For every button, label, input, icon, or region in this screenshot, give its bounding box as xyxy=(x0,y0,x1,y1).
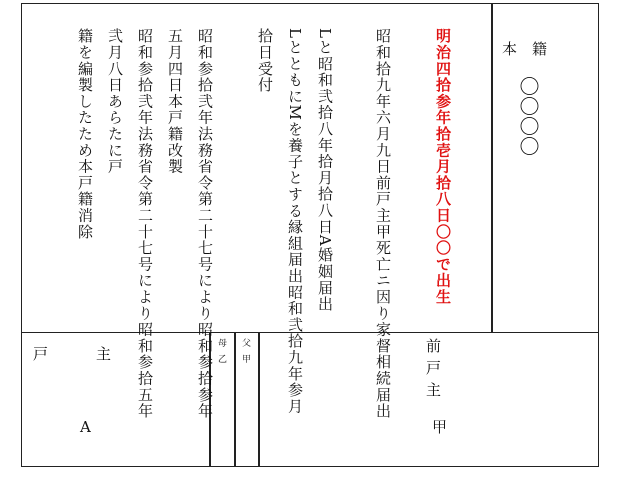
head-label: 戸 主 xyxy=(33,345,118,363)
father-column-divider xyxy=(258,332,260,467)
removal-entry: 籍を編製したため本戸籍消除 xyxy=(76,28,94,240)
father-label: 父 xyxy=(242,339,252,349)
mother-column-divider xyxy=(234,332,236,467)
revision-entry-line1: 昭和参拾弐年法務省令第二十七号により昭和参拾参年 xyxy=(196,28,214,420)
new-register-entry-line2: 弐月八日あらたに戸 xyxy=(106,28,124,175)
register-value: 〇〇〇〇 xyxy=(516,76,540,156)
father-name: 甲 xyxy=(242,355,252,365)
succession-entry: 昭和拾九年六月九日前戸主甲死亡ニ因り家督相続届出 xyxy=(374,28,392,420)
mother-name: 乙 xyxy=(218,355,228,365)
adoption-entry-line1: LとともにMを養子とする縁組届出昭和弐拾九年参月 xyxy=(286,28,304,415)
mother-label: 母 xyxy=(218,339,228,349)
former-head-name: 甲 xyxy=(432,418,448,436)
register-label: 本 籍 xyxy=(502,40,548,58)
revision-entry-line2: 五月四日本戸籍改製 xyxy=(166,28,184,175)
new-register-entry-line1: 昭和参拾弐年法務省令第二十七号により昭和参拾五年 xyxy=(136,28,154,420)
adoption-entry-line2: 拾日受付 xyxy=(256,28,274,94)
register-column-divider xyxy=(491,3,493,333)
former-head-label: 前戸主 xyxy=(424,338,442,404)
birth-entry: 明治四拾参年拾壱月拾八日〇〇で出生 xyxy=(434,28,452,306)
head-name: A xyxy=(80,418,91,436)
marriage-entry: Lと昭和弐拾八年拾月拾八日A婚姻届出 xyxy=(316,28,334,313)
